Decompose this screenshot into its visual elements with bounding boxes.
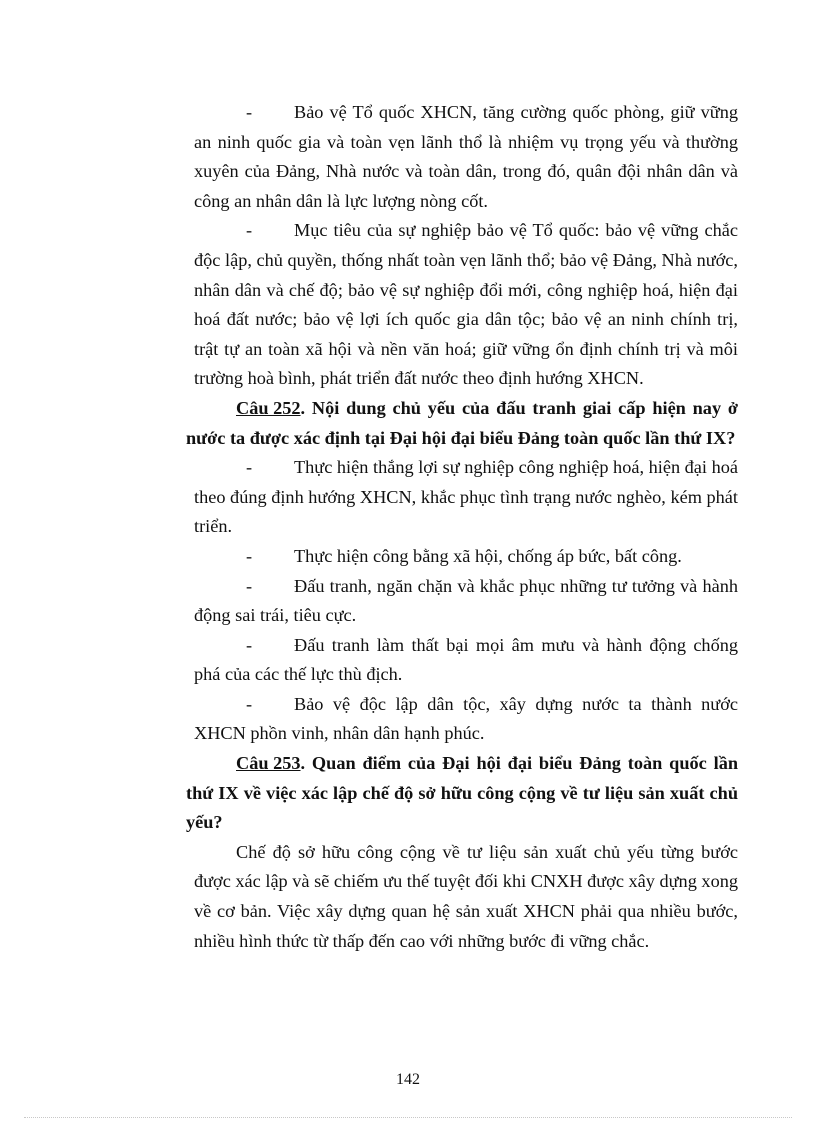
bullet-item bbox=[194, 572, 738, 631]
bullet-item bbox=[194, 453, 738, 542]
bullet-text: Bảo vệ độc lập dân tộc, xây dựng nước ta thành nước XHCN phồn vinh, nhân dân hạnh phúc. bbox=[194, 693, 738, 744]
bullet-marker: - bbox=[246, 220, 253, 241]
bullet-marker: - bbox=[246, 102, 253, 122]
bullet-item bbox=[194, 690, 738, 749]
bullet-marker: - bbox=[246, 634, 253, 655]
bullet-item bbox=[194, 216, 738, 394]
answer-253-paragraph: Chế độ sở hữu công cộng về tư liệu sản xuất chủ yếu từng bước được xác lập và sẽ chiếm ưu thế tuyệt đối khi CNXH được xây dựng xong về cơ bản. Việc xây dựng quan hệ sản xuất XHCN phải qua nhiều bước, nhiều hình thức từ thấp đến cao với những bước đi vững chắc. bbox=[194, 841, 738, 951]
question-252-text: . Nội dung chủ yếu của đấu tranh giai cấp hiện nay ở nước ta được xác định tại Đại hội đại biểu Đảng toàn quốc lần thứ IX? bbox=[186, 397, 738, 448]
bullet-marker: - bbox=[246, 457, 253, 478]
bullet-text: Mục tiêu của sự nghiệp bảo vệ Tổ quốc: bảo vệ vững chắc độc lập, chủ quyền, thống nhất toàn vẹn lãnh thổ; bảo vệ Đảng, Nhà nước, nhân dân và chế độ; bảo vệ sự nghiệp đổi mới, công nghiệp hoá, hiện đại hoá đất nước; bảo vệ lợi ích quốc gia dân tộc; bảo vệ an ninh chính trị, trật tự an toàn xã hội và nền văn hoá; giữ vững ổn định chính trị và môi trường hoà bình, phát triển đất nước theo định hướng XHCN. bbox=[194, 220, 738, 389]
page-number: 142 bbox=[396, 1071, 420, 1088]
question-253-text: . Quan điểm của Đại hội đại biểu Đảng toàn quốc lần thứ IX về việc xác lập chế độ sở hữu công cộng về tư liệu sản xuất chủ yếu? bbox=[186, 753, 738, 833]
bullet-text: Đấu tranh, ngăn chặn và khắc phục những tư tưởng và hành động sai trái, tiêu cực. bbox=[194, 575, 738, 626]
bullet-item bbox=[194, 98, 738, 216]
bullet-text: Bảo vệ Tổ quốc XHCN, tăng cường quốc phòng, giữ vững an ninh quốc gia và toàn vẹn lãnh thổ là nhiệm vụ trọng yếu và thường xuyên của Đảng, Nhà nước và toàn dân, trong đó, quân đội nhân dân và công an nhân dân là lực lượng nòng cốt. bbox=[194, 102, 738, 211]
question-253-label: Câu 253 bbox=[236, 753, 301, 774]
question-252-label: Câu 252 bbox=[236, 397, 301, 418]
question-253-heading bbox=[186, 749, 738, 838]
bullet-item bbox=[194, 542, 738, 572]
footer-divider bbox=[24, 1117, 792, 1118]
page-body bbox=[186, 98, 738, 956]
question-252-heading bbox=[186, 394, 738, 453]
bullet-marker: - bbox=[246, 575, 253, 596]
bullet-text: Đấu tranh làm thất bại mọi âm mưu và hành động chống phá của các thế lực thù địch. bbox=[194, 634, 738, 685]
bullet-text: Thực hiện công bằng xã hội, chống áp bức, bất công. bbox=[294, 545, 682, 566]
bullet-text: Thực hiện thắng lợi sự nghiệp công nghiệp hoá, hiện đại hoá theo đúng định hướng XHCN, khắc phục tình trạng nước nghèo, kém phát triển. bbox=[194, 457, 738, 537]
bullet-marker: - bbox=[246, 693, 253, 714]
bullet-marker: - bbox=[246, 545, 253, 566]
bullet-item bbox=[194, 631, 738, 690]
